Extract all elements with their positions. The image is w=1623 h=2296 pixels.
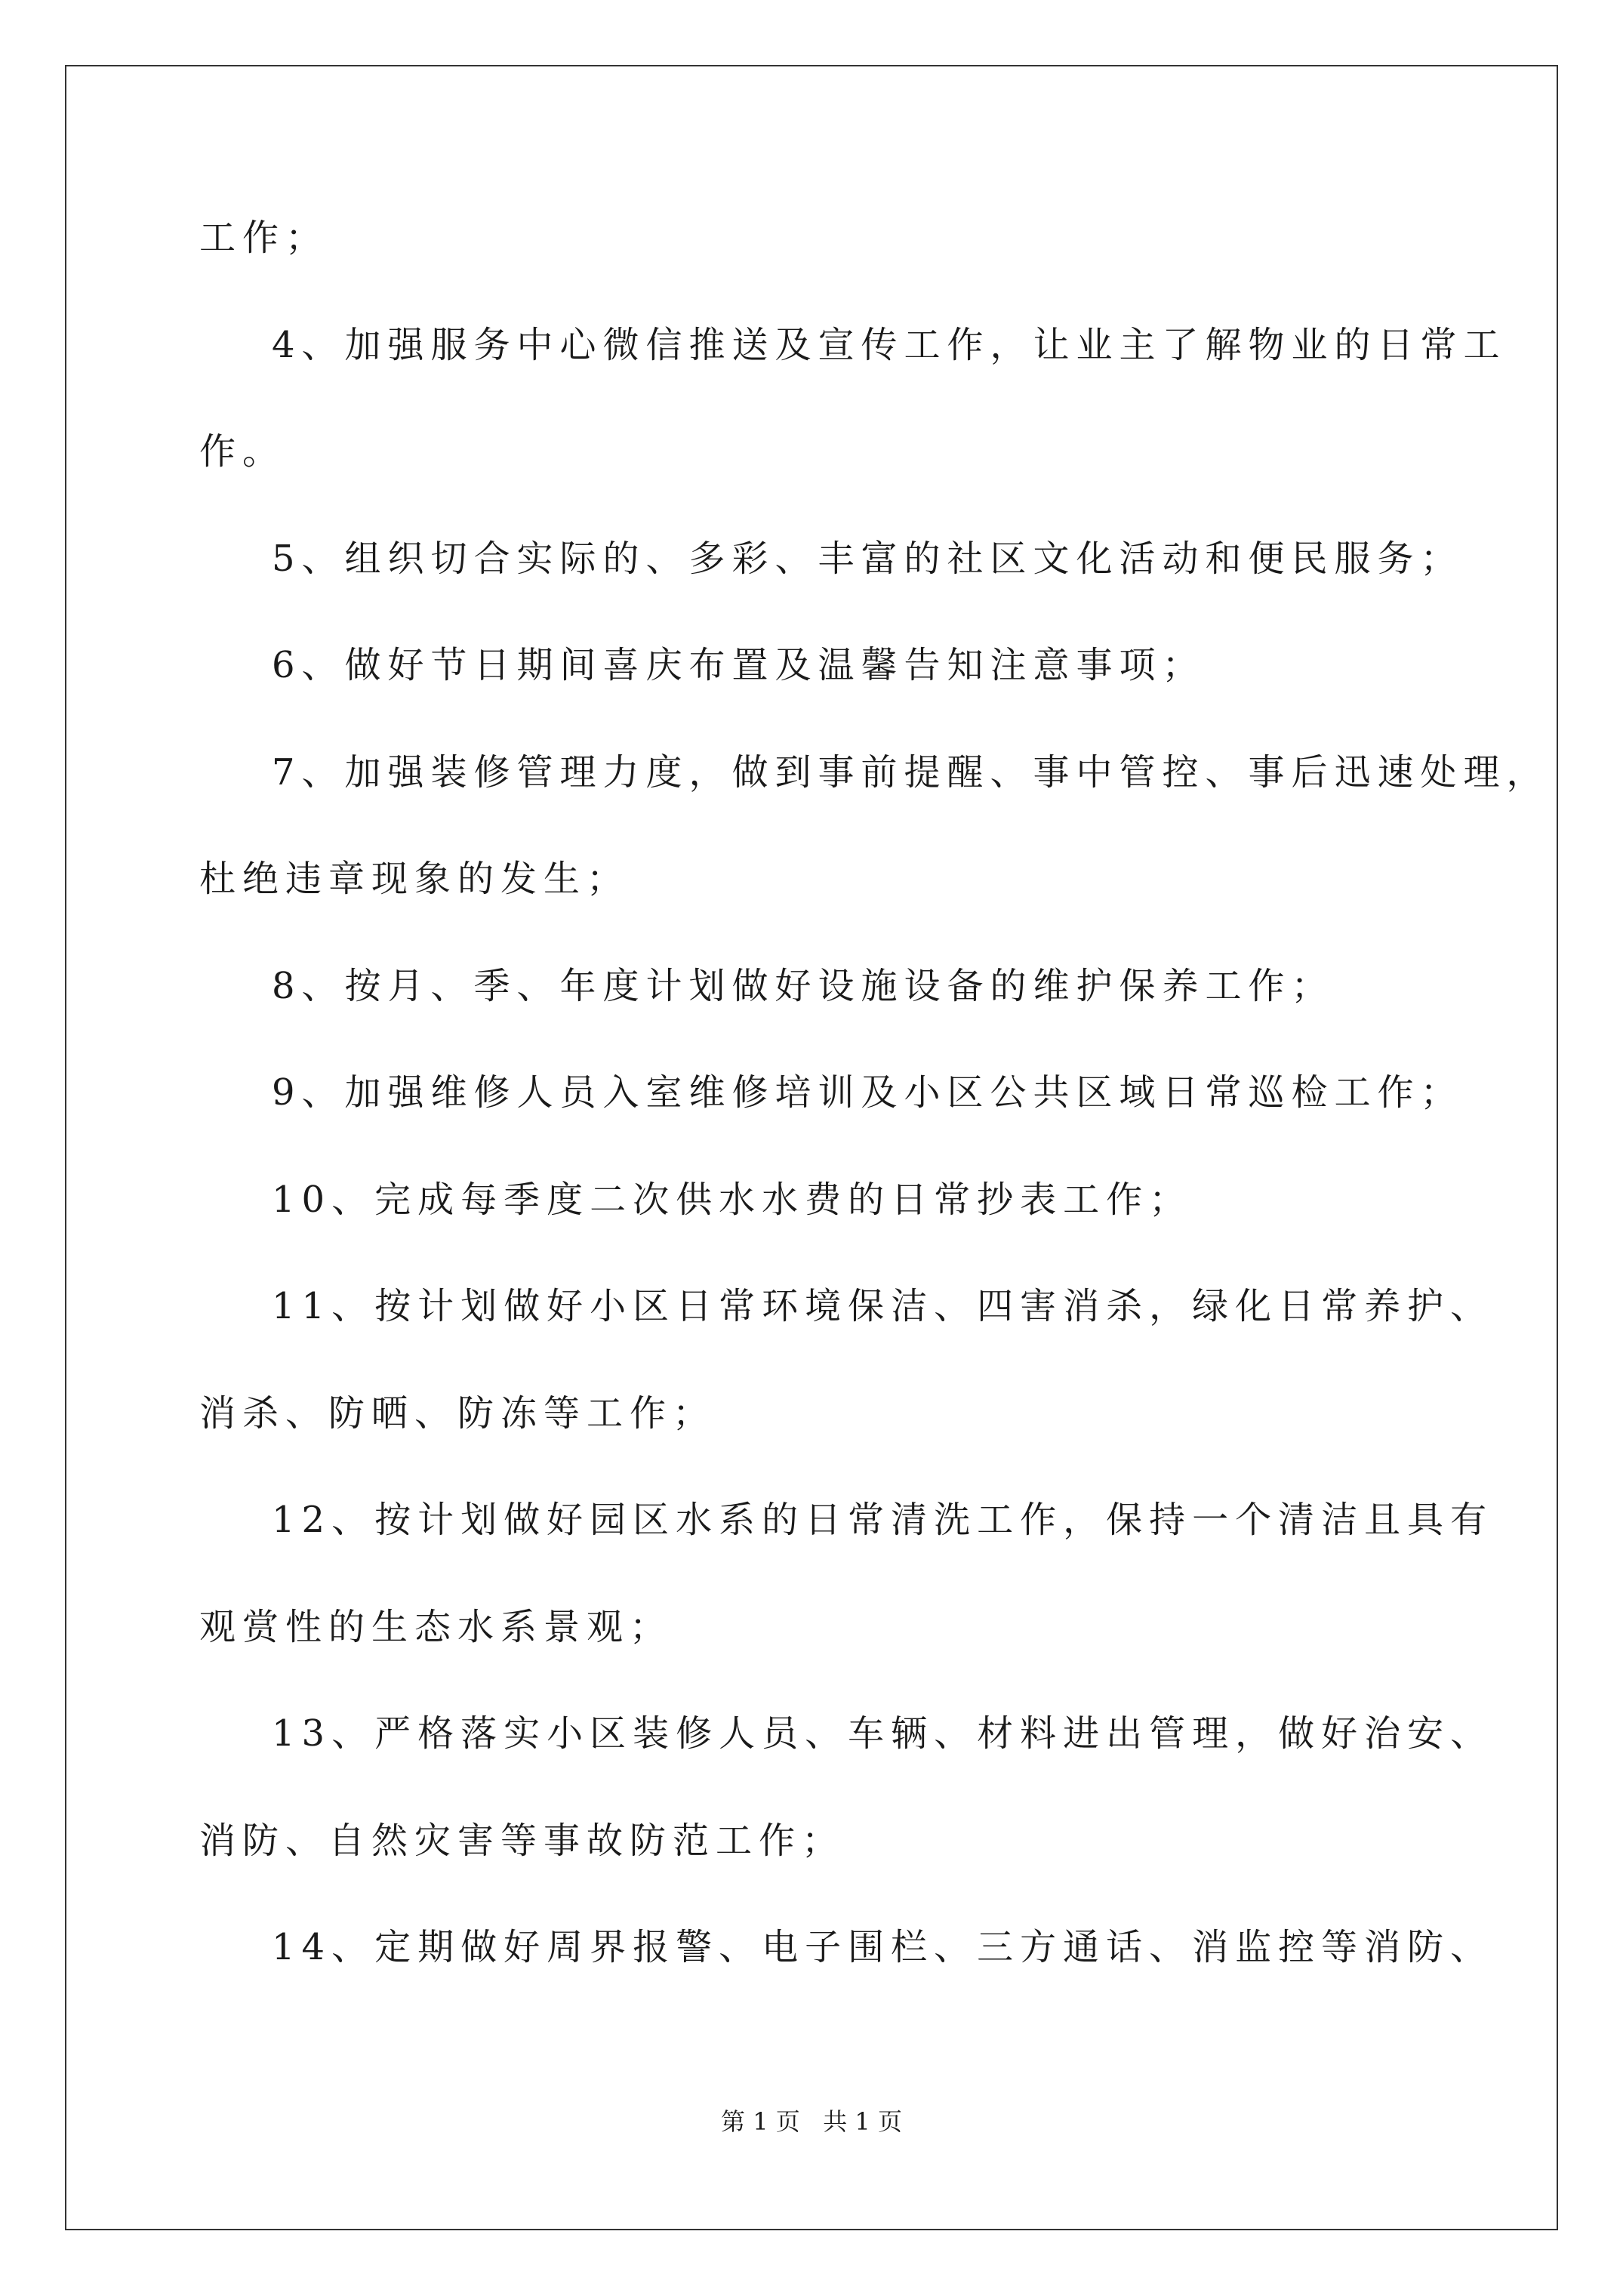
paragraph-line: 12、按计划做好园区水系的日常清洗工作，保持一个清洁且具有 bbox=[272, 1499, 1494, 1541]
paragraph-line: 6、做好节日期间喜庆布置及温馨告知注意事项； bbox=[272, 644, 1206, 686]
paragraph-line: 10、完成每季度二次供水水费的日常抄表工作； bbox=[272, 1179, 1193, 1221]
paragraph-line: 5、组织切合实际的、多彩、丰富的社区文化活动和便民服务； bbox=[272, 538, 1464, 580]
paragraph-line: 作。 bbox=[199, 430, 286, 473]
paragraph-line: 9、加强维修人员入室维修培训及小区公共区域日常巡检工作； bbox=[272, 1071, 1464, 1114]
paragraph-line: 7、加强装修管理力度，做到事前提醒、事中管控、事后迅速处理， bbox=[272, 751, 1550, 794]
paragraph-line: 工作； bbox=[199, 217, 329, 259]
paragraph-line: 8、按月、季、年度计划做好设施设备的维护保养工作； bbox=[272, 965, 1335, 1007]
paragraph-line: 14、定期做好周界报警、电子围栏、三方通话、消监控等消防、 bbox=[272, 1926, 1494, 1968]
paragraph-line: 消防、自然灾害等事故防范工作； bbox=[199, 1820, 845, 1862]
paragraph-line: 4、加强服务中心微信推送及宣传工作，让业主了解物业的日常工 bbox=[272, 324, 1507, 366]
paragraph-line: 11、按计划做好小区日常环境保洁、四害消杀，绿化日常养护、 bbox=[272, 1285, 1494, 1327]
paragraph-line: 杜绝违章现象的发生； bbox=[199, 858, 630, 900]
page-border bbox=[65, 65, 1558, 2230]
page-number-footer: 第 1 页 共 1 页 bbox=[721, 2107, 902, 2136]
paragraph-line: 13、严格落实小区装修人员、车辆、材料进出管理，做好治安、 bbox=[272, 1712, 1494, 1755]
paragraph-line: 消杀、防晒、防冻等工作； bbox=[199, 1392, 716, 1435]
paragraph-line: 观赏性的生态水系景观； bbox=[199, 1606, 673, 1648]
